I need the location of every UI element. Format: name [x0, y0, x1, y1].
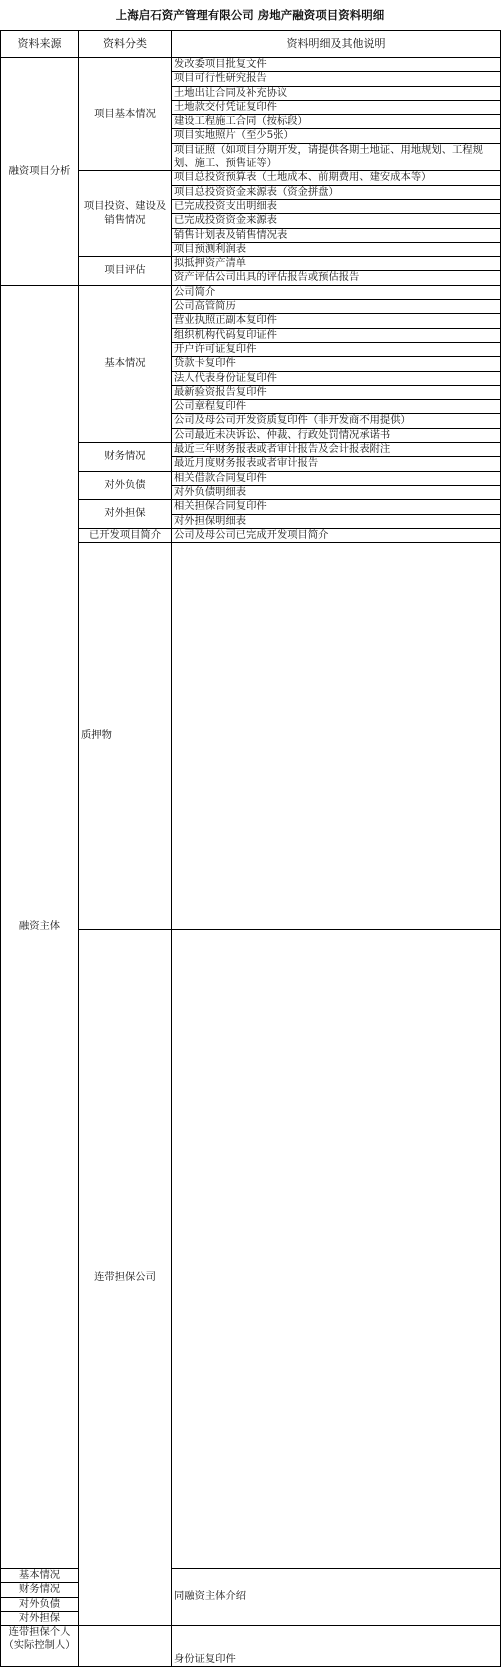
detail-cell: 营业执照正副本复印件 [172, 314, 501, 328]
detail-cell: 最近三年财务报表或者审计报告及会计报表附注 [172, 443, 501, 457]
category-project-invest: 项目投资、建设及销售情况 [79, 171, 172, 257]
section-collateral: 质押物 [79, 543, 172, 930]
table-header-row [1, 31, 501, 58]
detail-cell: 发改委项目批复文件 [172, 58, 501, 72]
detail-cell: 拟抵押资产清单 [172, 257, 501, 271]
category-subject-debt: 对外负债 [79, 471, 172, 500]
detail-cell: 开户许可证复印件 [172, 342, 501, 356]
category-gc-guar: 对外担保 [1, 1611, 79, 1625]
section-finance-analysis: 融资项目分析 [1, 58, 79, 286]
detail-cell: 对外负债明细表 [172, 485, 501, 499]
detail-cell: 贷款卡复印件 [172, 357, 501, 371]
empty-cell [172, 929, 501, 1568]
table-row [1, 285, 501, 299]
detail-cell: 对外担保明细表 [172, 514, 501, 528]
category-subject-dev: 已开发项目简介 [79, 528, 172, 542]
header-source: 资料来源 [1, 31, 79, 58]
detail-cell: 身份证复印件 [172, 1626, 501, 1667]
section-guarantor-company: 连带担保公司 [79, 929, 172, 1625]
detail-cell: 土地款交付凭证复印件 [172, 100, 501, 114]
detail-cell: 销售计划表及销售情况表 [172, 228, 501, 242]
detail-cell: 公司及母公司已完成开发项目简介 [172, 528, 501, 542]
detail-cell: 土地出让合同及补充协议 [172, 86, 501, 100]
detail-cell: 同融资主体介绍 [172, 1568, 501, 1625]
category-subject-guar: 对外担保 [79, 500, 172, 529]
detail-cell: 项目总投资资金来源表（资金拼盘） [172, 185, 501, 199]
detail-cell: 建设工程施工合同（按标段） [172, 115, 501, 129]
detail-cell: 项目证照（如项目分期开发，请提供各期土地证、用地规划、工程规划、施工、预售证等） [172, 143, 501, 171]
detail-cell: 最近月度财务报表或者审计报告 [172, 457, 501, 471]
category-subject-basic: 基本情况 [79, 285, 172, 442]
detail-cell: 相关担保合同复印件 [172, 500, 501, 514]
empty-cell [172, 543, 501, 930]
detail-cell: 相关借款合同复印件 [172, 471, 501, 485]
detail-cell: 公司高管简历 [172, 300, 501, 314]
page-title: 上海启石资产管理有限公司 房地产融资项目资料明细 [115, 8, 385, 22]
category-gc-debt: 对外负债 [1, 1597, 79, 1611]
detail-cell: 法人代表身份证复印件 [172, 371, 501, 385]
detail-cell: 最新验资报告复印件 [172, 385, 501, 399]
detail-cell: 已完成投资支出明细表 [172, 199, 501, 213]
detail-cell: 公司及母公司开发资质复印件（非开发商不用提供） [172, 414, 501, 428]
detail-cell: 资产评估公司出具的评估报告或预估报告 [172, 271, 501, 285]
table-row [1, 1626, 501, 1667]
section-finance-subject: 融资主体 [1, 285, 79, 1568]
document-table [0, 30, 501, 1667]
category-subject-fin: 财务情况 [79, 443, 172, 472]
detail-cell: 公司最近未决诉讼、仲裁、行政处罚情况承诺书 [172, 428, 501, 442]
detail-cell: 项目预测利润表 [172, 242, 501, 256]
header-category: 资料分类 [79, 31, 172, 58]
detail-cell: 项目实地照片（至少5张） [172, 129, 501, 143]
detail-cell: 组织机构代码复印证件 [172, 328, 501, 342]
category-gc-fin: 财务情况 [1, 1583, 79, 1597]
detail-cell: 公司简介 [172, 285, 501, 299]
empty-cell [79, 1626, 172, 1667]
header-detail: 资料明细及其他说明 [172, 31, 501, 58]
section-guarantor-person: 连带担保个人（实际控制人） [1, 1626, 79, 1667]
table-row [1, 58, 501, 72]
detail-cell: 已完成投资资金来源表 [172, 214, 501, 228]
table-row [1, 1568, 501, 1582]
detail-cell: 公司章程复印件 [172, 400, 501, 414]
category-project-basic: 项目基本情况 [79, 58, 172, 171]
category-gc-basic: 基本情况 [1, 1568, 79, 1582]
detail-cell: 项目可行性研究报告 [172, 72, 501, 86]
category-project-eval: 项目评估 [79, 257, 172, 286]
detail-cell: 项目总投资预算表（土地成本、前期费用、建安成本等） [172, 171, 501, 185]
